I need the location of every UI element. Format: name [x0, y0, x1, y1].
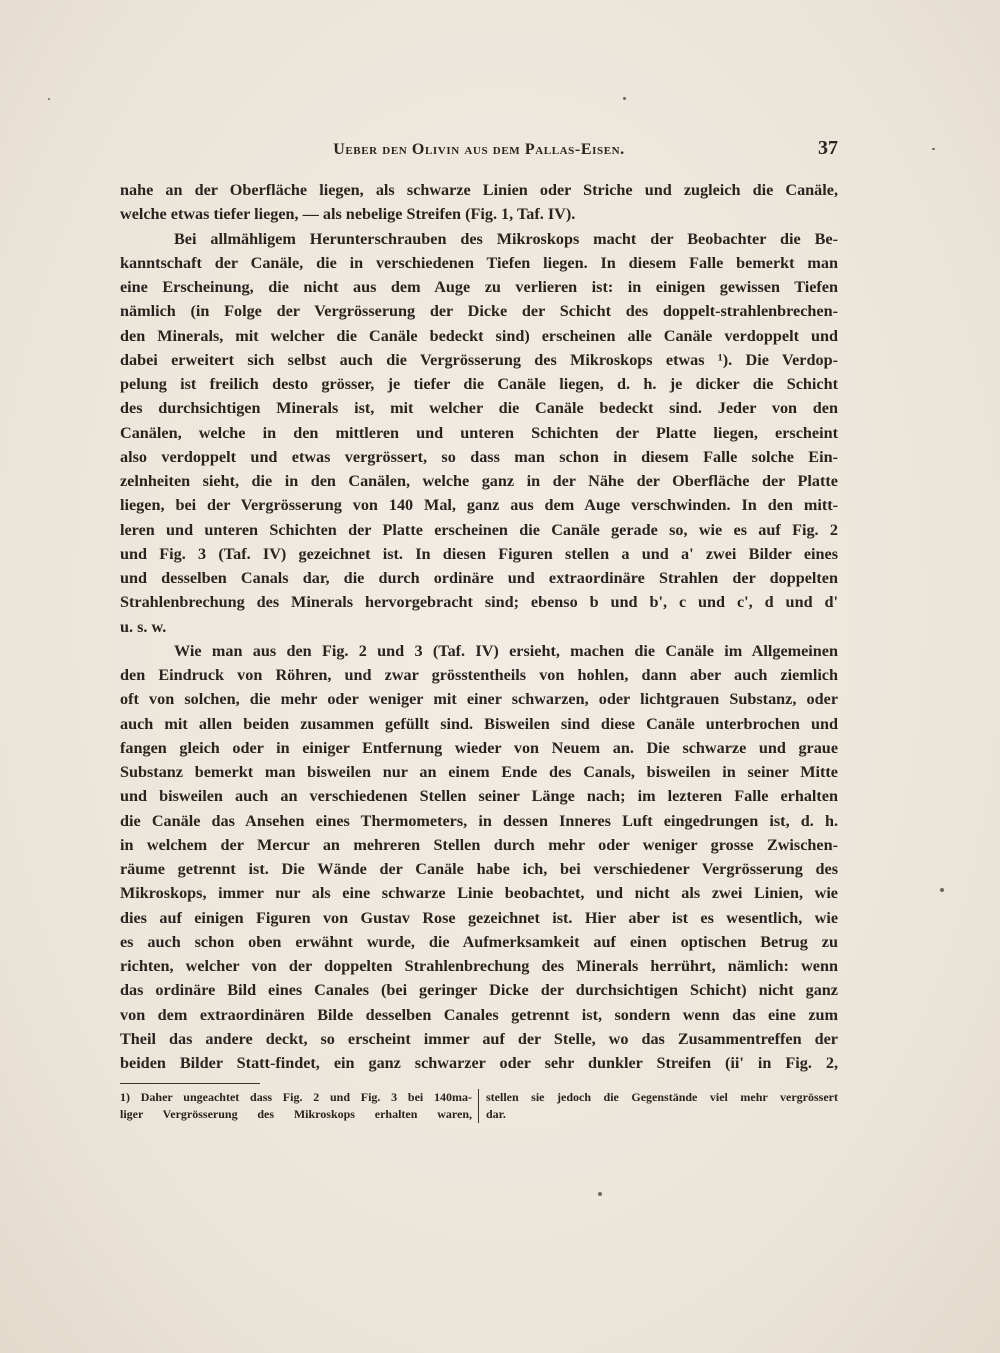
text-line: Mikroskops, immer nur als eine schwarze Linie beobachtet, und nicht als zwei Linien, wie [120, 884, 838, 903]
text-line: leren und unteren Schichten der Platte erscheinen die Canäle gerade so, wie es auf Fig. 2 [120, 520, 838, 539]
footnote-line: liger Vergrösserung des Mikroskops erhalten waren, [120, 1107, 472, 1121]
text-line: Strahlenbrechung des Minerals hervorgebracht sind; ebenso b und b', c und c', d und d' [120, 593, 838, 612]
text-line: u. s. w. [120, 617, 167, 636]
text-line: dabei erweitert sich selbst auch die Vergrösserung des Mikroskops etwas ¹). Die Verdop- [120, 350, 838, 369]
text-line: des durchsichtigen Minerals ist, mit welcher die Canäle bedeckt sind. Jeder von den [120, 399, 838, 418]
text-line: die Canäle das Ansehen eines Thermometers, in dessen Inneres Luft eingedrungen ist, d. h. [120, 811, 838, 830]
text-line: nämlich (in Folge der Vergrösserung der Dicke der Schicht des doppelt-strahlenbrechen- [120, 302, 838, 321]
paper-speck [623, 97, 626, 100]
paper-speck [932, 148, 935, 150]
running-title: Ueber den Olivin aus dem Pallas-Eisen. [333, 141, 625, 158]
text-line: Theil das andere deckt, so erscheint immer auf der Stelle, wo das Zusammentreffen der [120, 1029, 838, 1048]
text-line: in welchem der Mercur an mehreren Stellen durch mehr oder weniger grosse Zwischen- [120, 835, 838, 854]
text-line: zelnheiten sieht, die in den Canälen, welche ganz in der Nähe der Oberfläche der Platte [120, 472, 838, 490]
text-line: Wie man aus den Fig. 2 und 3 (Taf. IV) ersieht, machen die Canäle im Allgemeinen [174, 641, 838, 660]
footnote-right-column [486, 1089, 838, 1123]
text-line: Substanz bemerkt man bisweilen nur an einem Ende des Canals, bisweilen in seiner Mitte [120, 763, 838, 781]
text-line: es auch schon oben erwähnt wurde, die Aufmerksamkeit auf einen optischen Betrug zu [120, 932, 838, 951]
text-line: den Eindruck von Röhren, und zwar grösstentheils von hohlen, dann aber auch ziemlich [120, 666, 838, 684]
footnote-rule [120, 1083, 260, 1084]
text-line: den Minerals, mit welcher die Canäle bedeckt sind) erscheinen alle Canäle verdoppelt und [120, 326, 838, 345]
footnotes [120, 1089, 838, 1129]
text-line: von dem extraordinären Bilde desselben Canales getrennt ist, sondern wenn das eine zum [120, 1005, 838, 1024]
text-line: das ordinäre Bild eines Canales (bei geringer Dicke der durchsichtigen Schicht) nicht ganz [120, 981, 838, 1000]
text-line: welche etwas tiefer liegen, — als nebelige Streifen (Fig. 1, Taf. IV). [120, 205, 576, 224]
text-line: also verdoppelt und etwas vergrössert, so dass man schon in diesem Falle solche Ein- [120, 447, 838, 466]
footnote-line: dar. [486, 1107, 506, 1121]
body-text [120, 178, 838, 1075]
footnote-left-column [120, 1089, 479, 1123]
text-line: beiden Bilder Statt-findet, ein ganz schwarzer oder sehr dunkler Streifen (ii' in Fig. 2, [120, 1054, 838, 1072]
text-line: und Fig. 3 (Taf. IV) gezeichnet ist. In diesen Figuren stellen a und a' zwei Bilder eines [120, 544, 838, 563]
paper-speck [48, 98, 50, 100]
paper-speck [598, 1192, 602, 1196]
text-line: räume getrennt ist. Die Wände der Canäle habe ich, bei verschiedener Vergrösserung des [120, 860, 838, 878]
text-line: und bisweilen auch an verschiedenen Stellen seiner Länge nach; im lezteren Falle erhalten [120, 787, 838, 806]
text-line: richten, welcher von der doppelten Strahlenbrechung des Minerals herrührt, nämlich: wenn [120, 957, 838, 975]
text-line: fangen gleich oder in einiger Entfernung wieder von Neuem an. Die schwarze und graue [120, 738, 838, 757]
page-number: 37 [818, 137, 838, 159]
footnote-line: 1) Daher ungeachtet dass Fig. 2 und Fig. 3 bei 140ma- [120, 1090, 472, 1104]
footnote-line: stellen sie jedoch die Gegenstände viel mehr vergrössert [486, 1090, 838, 1104]
text-line: pelung ist freilich desto grösser, je tiefer die Canäle liegen, d. h. je dicker die Schicht [120, 375, 838, 393]
text-line: auch mit allen beiden zusammen gefüllt sind. Bisweilen sind diese Canäle unterbrochen und [120, 714, 838, 733]
paper-speck [940, 888, 944, 892]
text-line: Canälen, welche in den mittleren und unteren Schichten der Platte liegen, erscheint [120, 423, 838, 442]
text-line: und desselben Canals dar, die durch ordinäre und extraordinäre Strahlen der doppelten [120, 569, 838, 587]
text-line: eine Erscheinung, die nicht aus dem Auge zu verlieren ist: in einigen gewissen Tiefen [120, 278, 838, 296]
text-line: liegen, bei der Vergrösserung von 140 Mal, ganz aus dem Auge verschwinden. In den mitt- [120, 496, 838, 515]
text-line: nahe an der Oberfläche liegen, als schwarze Linien oder Striche und zugleich die Canäle, [120, 181, 838, 199]
page-header [120, 137, 838, 167]
text-line: oft von solchen, die mehr oder weniger mit einer schwarzen, oder lichtgrauen Substanz, oder [120, 690, 838, 709]
text-line: kanntschaft der Canäle, die in verschiedenen Tiefen liegen. In diesem Falle bemerkt man [120, 253, 838, 272]
text-line: Bei allmähligem Herunterschrauben des Mikroskops macht der Beobachter die Be- [174, 229, 838, 248]
text-line: dies auf einigen Figuren von Gustav Rose gezeichnet ist. Hier aber ist es wesentlich, wie [120, 908, 838, 927]
